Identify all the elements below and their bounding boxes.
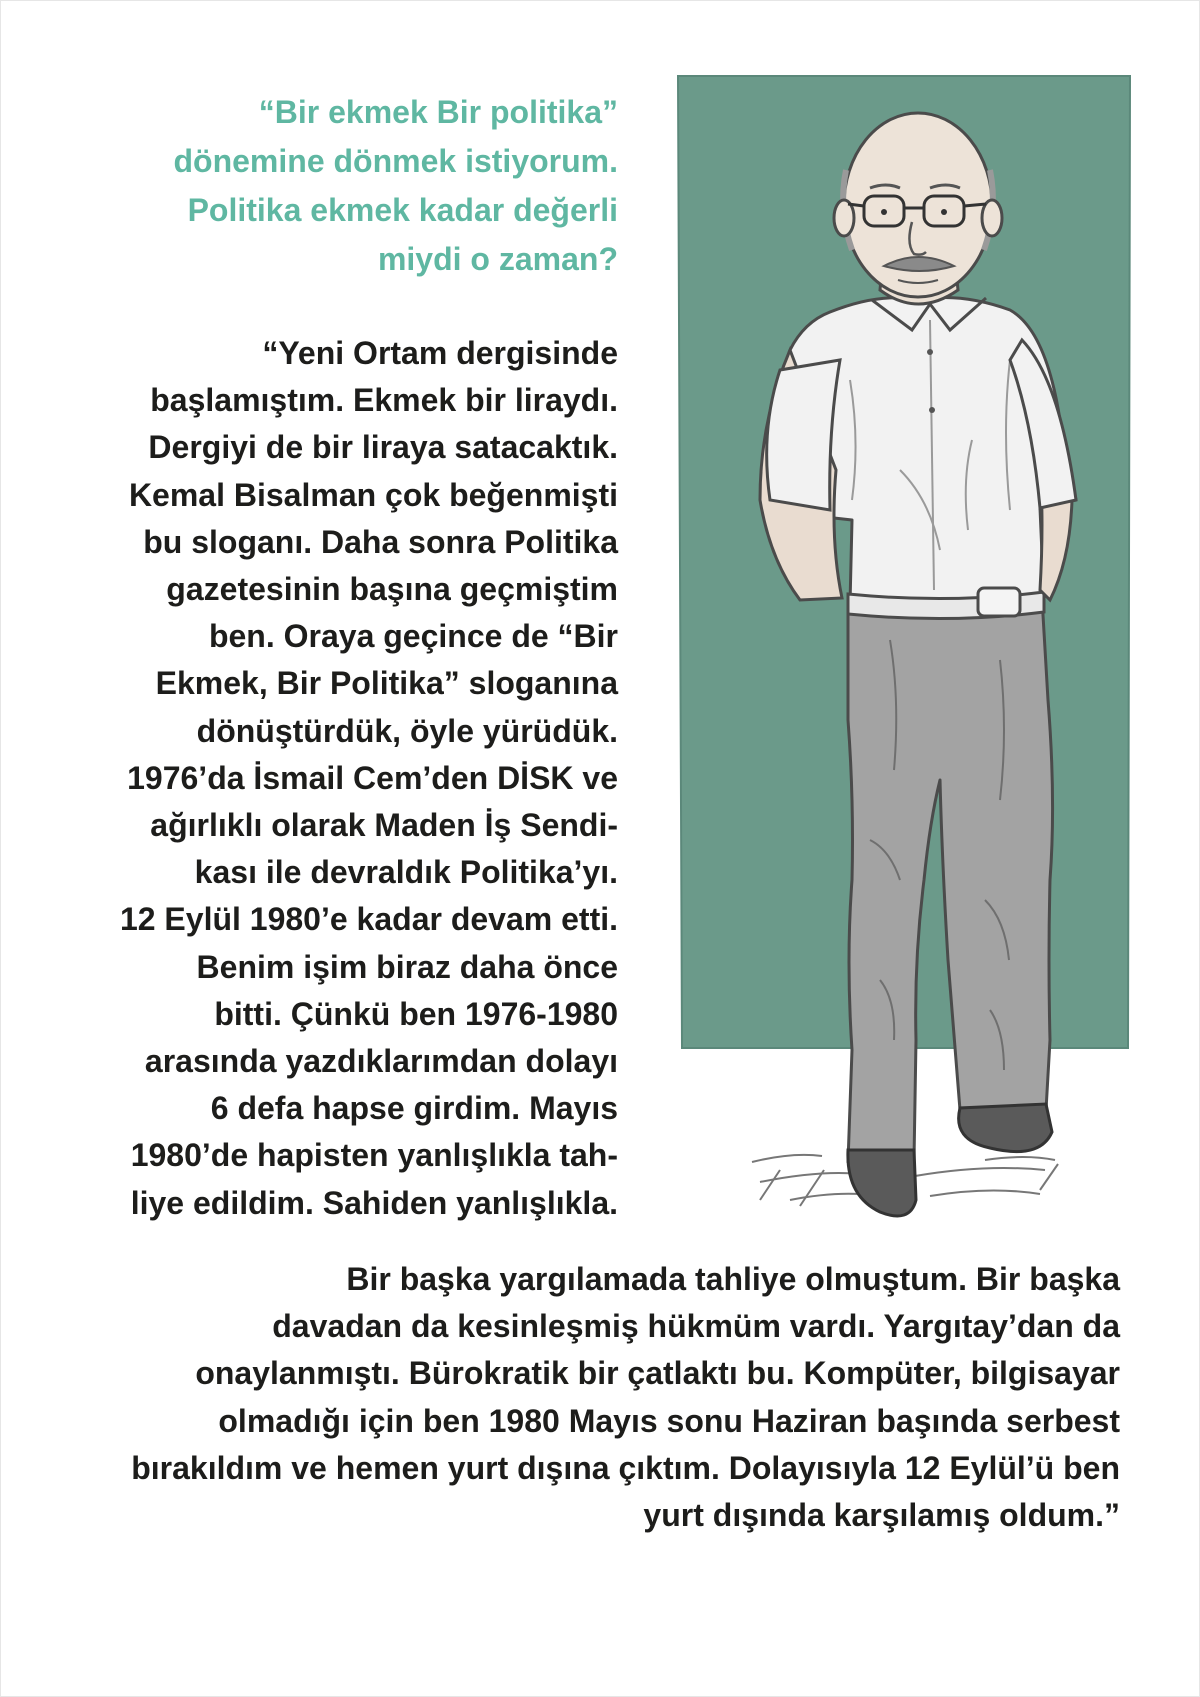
answer-line: ben. Oraya geçince de “Bir (208, 618, 618, 655)
answer-line: “Yeni Ortam dergisinde (262, 335, 618, 371)
answer-line: yurt dışında karşılamış oldum.” (643, 1497, 1120, 1534)
answer-line: Benim işim biraz daha önce (196, 948, 618, 985)
answer-line: 6 defa hapse girdim. Mayıs (210, 1090, 618, 1127)
answer-line: 1976’da İsmail Cem’den DİSK ve (127, 759, 618, 796)
answer-line: başlamıştım. Ekmek bir liraydı. (150, 382, 618, 419)
question-line: miydi o zaman? (377, 241, 618, 277)
answer-line: olmadığı için ben 1980 Mayıs sonu Haziran başında serbest (218, 1402, 1120, 1439)
answer-line: arasında yazdıklarımdan dolayı (144, 1043, 618, 1080)
answer-line: gazetesinin başına geçmiştim (166, 571, 618, 608)
answer-line: liye edildim. Sahiden yanlışlıkla. (130, 1184, 618, 1221)
answer-line: Ekmek, Bir Politika” sloganına (155, 665, 618, 702)
answer-line: bitti. Çünkü ben 1976-1980 (214, 995, 618, 1032)
answer-line: ağırlıklı olarak Maden İş Sendi- (150, 807, 618, 844)
question-line: dönemine dönmek istiyorum. (173, 143, 618, 179)
question-line: “Bir ekmek Bir politika” (258, 94, 618, 130)
answer-line: davadan da kesinleşmiş hükmüm vardı. Yargıtay’dan da (272, 1308, 1120, 1345)
answer-line: Dergiyi de bir liraya satacaktık. (148, 429, 618, 466)
answer-line: Kemal Bisalman çok beğenmişti (128, 476, 618, 513)
answer-line: Bir başka yargılamada tahliye olmuştum. Bir başka (346, 1261, 1120, 1297)
answer-line: dönüştürdük, öyle yürüdük. (196, 712, 618, 749)
answer-line: bu sloganı. Daha sonra Politika (143, 523, 618, 560)
answer-line: kası ile devraldık Politika’yı. (194, 854, 618, 891)
answer-line: onaylanmıştı. Bürokratik bir çatlaktı bu. Kompüter, bilgisayar (195, 1355, 1120, 1392)
answer-line: 12 Eylül 1980’e kadar devam etti. (119, 901, 618, 938)
answer-line: bırakıldım ve hemen yurt dışına çıktım. Dolayısıyla 12 Eylül’ü ben (131, 1449, 1120, 1486)
answer-line: 1980’de hapisten yanlışlıkla tah- (130, 1137, 618, 1174)
question-line: Politika ekmek kadar değerli (187, 192, 618, 228)
